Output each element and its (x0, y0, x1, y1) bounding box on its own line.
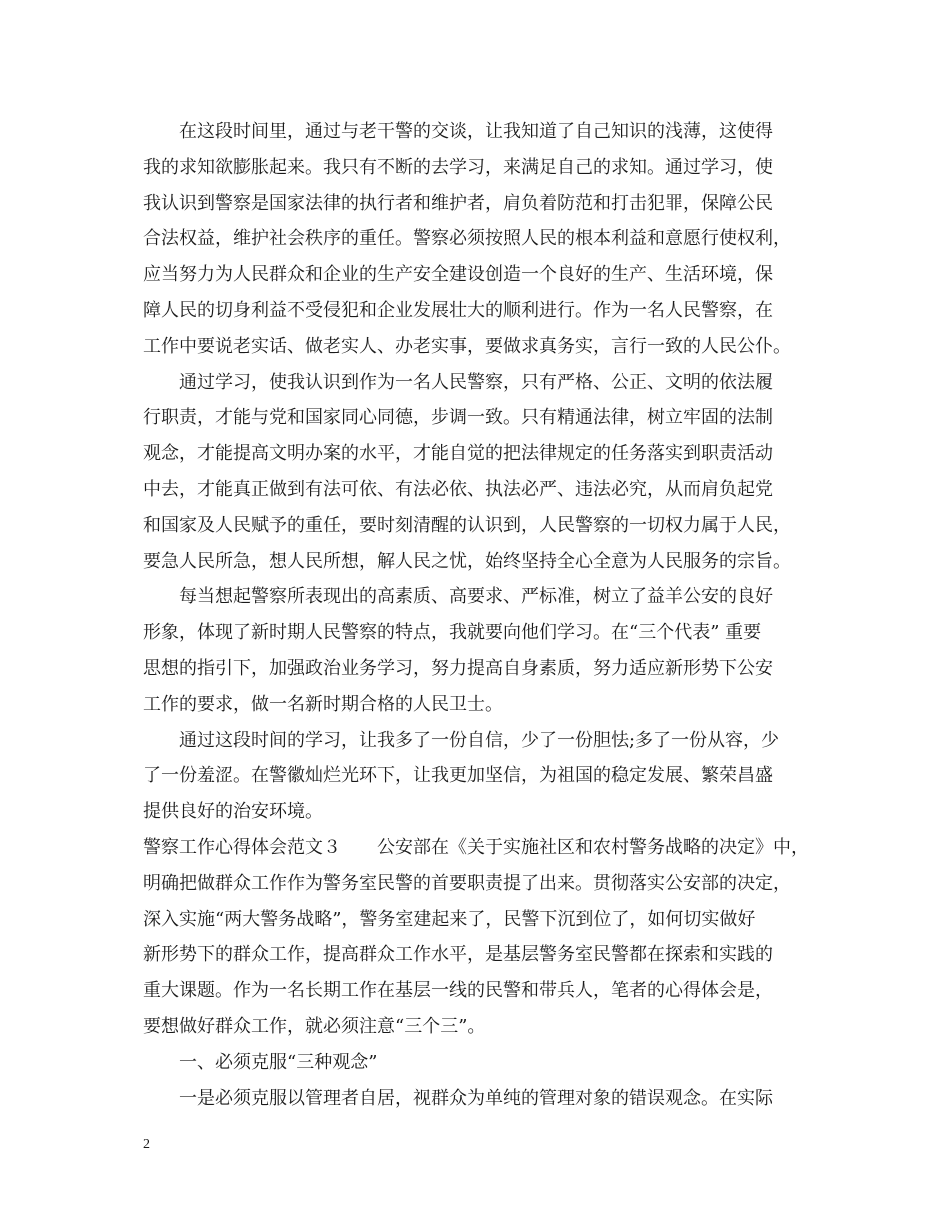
paragraph-line: 中去，才能真正做到有法可依、有法必依、执法必严、违法必究，从而肩负起党 (143, 478, 773, 500)
paragraph-line: 一是必须克服以管理者自居，视群众为单纯的管理对象的错误观念。在实际 (179, 1087, 773, 1109)
page-number: 2 (143, 1137, 150, 1152)
paragraph-line: 和国家及人民赋予的重任，要时刻清醒的认识到，人民警察的一切权力属于人民， (143, 514, 791, 536)
paragraph-line: 每当想起警察所表现出的高素质、高要求、严标准，树立了益羊公安的良好 (179, 586, 773, 608)
paragraph-line: 我的求知欲膨胀起来。我只有不断的去学习，来满足自己的求知。通过学习，使 (143, 156, 773, 178)
section-heading-line: 警察工作心得体会范文３ 公安部在《关于实施社区和农村警务战略的决定》中， (143, 836, 809, 858)
paragraph-line: 障人民的切身利益不受侵犯和企业发展壮大的顺利进行。作为一名人民警察，在 (143, 299, 773, 321)
paragraph-line: 合法权益，维护社会秩序的重任。警察必须按照人民的根本利益和意愿行使权利， (143, 228, 791, 250)
paragraph-line: 通过这段时间的学习，让我多了一份自信，少了一份胆怯;多了一份从容，少 (179, 729, 780, 751)
paragraph-line: 重大课题。作为一名长期工作在基层一线的民警和带兵人，笔者的心得体会是， (143, 980, 773, 1002)
paragraph-line: 明确把做群众工作作为警务室民警的首要职责提了出来。贯彻落实公安部的决定， (143, 872, 791, 894)
paragraph-line: 了一份羞涩。在警徽灿烂光环下，让我更加坚信，为祖国的稳定发展、繁荣昌盛 (143, 765, 773, 787)
paragraph-line: 工作中要说老实话、做老实人、办老实事，要做求真务实，言行一致的人民公仆。 (143, 335, 791, 357)
paragraph-line: 形象，体现了新时期人民警察的特点，我就要向他们学习。在“三个代表” 重要 (143, 622, 762, 644)
paragraph-line: 要急人民所急，想人民所想，解人民之忧，始终坚持全心全意为人民服务的宗旨。 (143, 550, 791, 572)
paragraph-line: 我认识到警察是国家法律的执行者和维护者，肩负着防范和打击犯罪，保障公民 (143, 192, 773, 214)
subheading-line: 一、必须克服“三种观念” (179, 1051, 378, 1073)
document-body (143, 114, 819, 1116)
paragraph-line: 新形势下的群众工作，提高群众工作水平，是基层警务室民警都在探索和实践的 (143, 944, 773, 966)
paragraph-line: 工作的要求，做一名新时期合格的人民卫士。 (143, 693, 503, 715)
paragraph-line: 在这段时间里，通过与老干警的交谈，让我知道了自己知识的浅薄，这使得 (179, 121, 773, 142)
paragraph-line: 行职责，才能与党和国家同心同德，步调一致。只有精通法律，树立牢固的法制 (143, 407, 773, 429)
paragraph-line: 观念，才能提高文明办案的水平，才能自觉的把法律规定的任务落实到职责活动 (143, 443, 773, 465)
paragraph-line: 应当努力为人民群众和企业的生产安全建设创造一个良好的生产、生活环境，保 (143, 264, 773, 286)
paragraph-line: 要想做好群众工作，就必须注意“三个三”。 (143, 1015, 486, 1037)
paragraph-line: 通过学习，使我认识到作为一名人民警察，只有严格、公正、文明的依法履 (179, 371, 773, 393)
paragraph-line: 提供良好的治安环境。 (143, 801, 323, 823)
paragraph-line: 深入实施“两大警务战略”，警务室建起来了，民警下沉到位了，如何切实做好 (143, 908, 756, 930)
paragraph-line: 思想的指引下，加强政治业务学习，努力提高自身素质，努力适应新形势下公安 (143, 657, 773, 679)
